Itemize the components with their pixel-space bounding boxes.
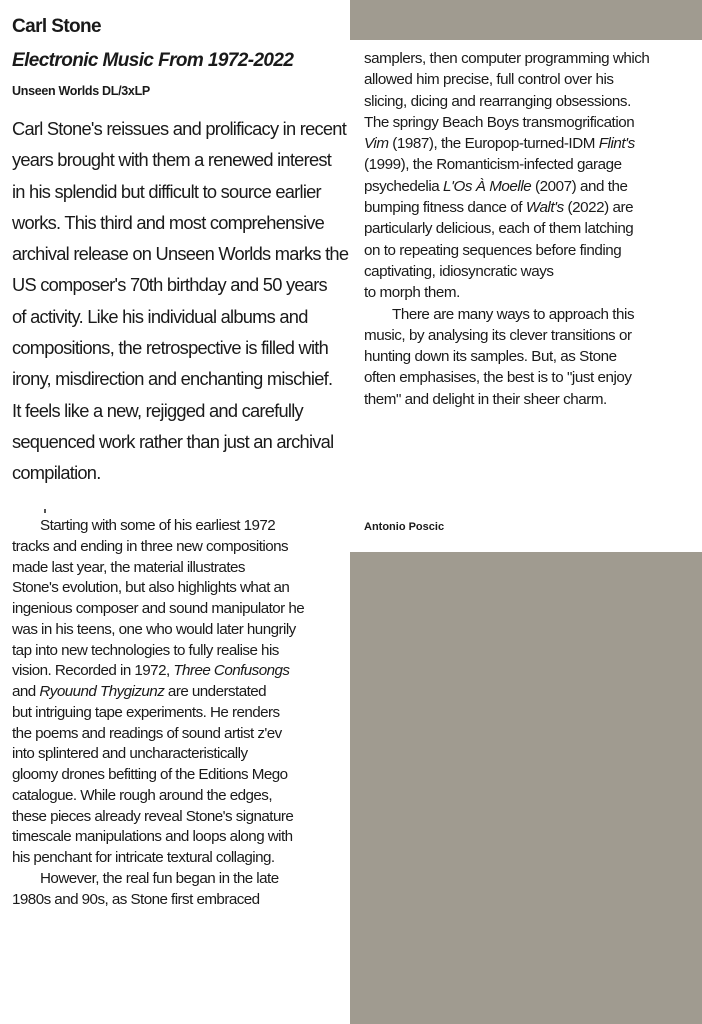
- track-title-flints: Flint's: [598, 135, 635, 153]
- body-line-text: (2007) and the: [531, 177, 628, 195]
- body-line: them" and delight in their sheer charm.: [364, 390, 607, 408]
- body-line: [364, 133, 700, 154]
- artist-name: Carl Stone: [12, 16, 102, 37]
- body-line: There are many ways to approach this: [392, 305, 635, 323]
- album-title: Electronic Music From 1972-2022: [12, 50, 294, 71]
- body-line: particularly delicious, each of them latching: [364, 220, 634, 238]
- lead-line: of activity. Like his individual albums and: [12, 305, 308, 327]
- lead-line: irony, misdirection and enchanting mischief.: [12, 368, 333, 390]
- body-line: allowed him precise, full control over his: [364, 71, 614, 89]
- body-line: music, by analysing its clever transitions or: [364, 326, 632, 344]
- body-line: on to repeating sequences before finding: [364, 241, 622, 259]
- lead-line: sequenced work rather than just an archival: [12, 430, 334, 452]
- body-line: 1980s and 90s, as Stone first embraced: [12, 890, 260, 908]
- body-line: made last year, the material illustrates: [12, 558, 245, 576]
- body-line: [364, 197, 700, 218]
- body-line: Stone's evolution, but also highlights what an: [12, 579, 290, 597]
- text-cursor-mark: [44, 509, 46, 513]
- lead-line: compilation.: [12, 462, 101, 484]
- body-line: slicing, dicing and rearranging obsessions.: [364, 92, 631, 110]
- lead-line: compositions, the retrospective is filled with: [12, 337, 329, 359]
- body-line: catalogue. While rough around the edges,: [12, 786, 273, 804]
- body-line: ingenious composer and sound manipulator he: [12, 600, 305, 617]
- lead-line: archival release on Unseen Worlds marks the: [12, 243, 349, 265]
- body-line: [12, 682, 352, 703]
- body-line: tracks and ending in three new compositions: [12, 537, 289, 555]
- body-line: the poems and readings of sound artist z'ev: [12, 724, 282, 742]
- body-line-text: and: [12, 683, 40, 700]
- body-line: captivating, idiosyncratic ways: [364, 262, 554, 280]
- body-line: tap into new technologies to fully realise his: [12, 641, 279, 659]
- body-line: these pieces already reveal Stone's signature: [12, 807, 294, 825]
- body-line: However, the real fun began in the late: [40, 869, 279, 887]
- track-title-ryouund-thygizunz: Ryouund Thygizunz: [39, 683, 165, 700]
- lead-line: in his splendid but difficult to source earlier: [12, 180, 321, 202]
- body-line: timescale manipulations and loops along with: [12, 828, 293, 846]
- body-line-text: psychedelia: [364, 177, 444, 195]
- release-label: Unseen Worlds DL/3xLP: [12, 84, 150, 98]
- body-line: [364, 176, 700, 197]
- body-line: but intriguing tape experiments. He renders: [12, 703, 280, 721]
- body-line: [12, 661, 352, 682]
- body-line: was in his teens, one who would later hungrily: [12, 620, 296, 638]
- body-line-text: (1987), the Europop-turned-IDM: [388, 135, 599, 153]
- body-line: into splintered and uncharacteristically: [12, 745, 248, 763]
- body-line: to morph them.: [364, 284, 460, 302]
- body-line-text: bumping fitness dance of: [364, 199, 526, 217]
- lead-line: It feels like a new, rejigged and carefully: [12, 399, 303, 421]
- body-line-text: are understated: [164, 683, 267, 700]
- lead-line: Carl Stone's reissues and prolificacy in recent: [12, 118, 347, 139]
- track-title-three-confusongs: Three Confusongs: [173, 662, 290, 680]
- body-line-text: (2022) are: [563, 199, 634, 217]
- lead-line: works. This third and most comprehensive: [12, 211, 325, 233]
- author-byline: Antonio Poscic: [364, 521, 445, 533]
- track-title-los-a-moelle: L'Os À Moelle: [443, 177, 532, 195]
- lead-line: US composer's 70th birthday and 50 years: [12, 274, 327, 296]
- lead-paragraph: [12, 113, 352, 489]
- body-line: gloomy drones befitting of the Editions Mego: [12, 766, 288, 783]
- body-line-text: vision. Recorded in 1972,: [12, 662, 174, 680]
- body-line: his penchant for intricate textural collaging.: [12, 849, 275, 866]
- lead-line: years brought with them a renewed interest: [12, 149, 332, 171]
- body-line: often emphasises, the best is to "just enjoy: [364, 369, 632, 387]
- body-line: (1999), the Romanticism-infected garage: [364, 156, 622, 174]
- body-line: Starting with some of his earliest 1972: [40, 517, 276, 534]
- body-paragraph-right: [364, 48, 700, 410]
- body-line: The springy Beach Boys transmogrification: [364, 113, 635, 131]
- track-title-walts: Walt's: [525, 199, 564, 217]
- body-line: hunting down its samples. But, as Stone: [364, 348, 617, 366]
- body-paragraph-left: [12, 516, 352, 910]
- body-line: samplers, then computer programming which: [364, 50, 650, 67]
- track-title-vim: Vim: [364, 135, 389, 153]
